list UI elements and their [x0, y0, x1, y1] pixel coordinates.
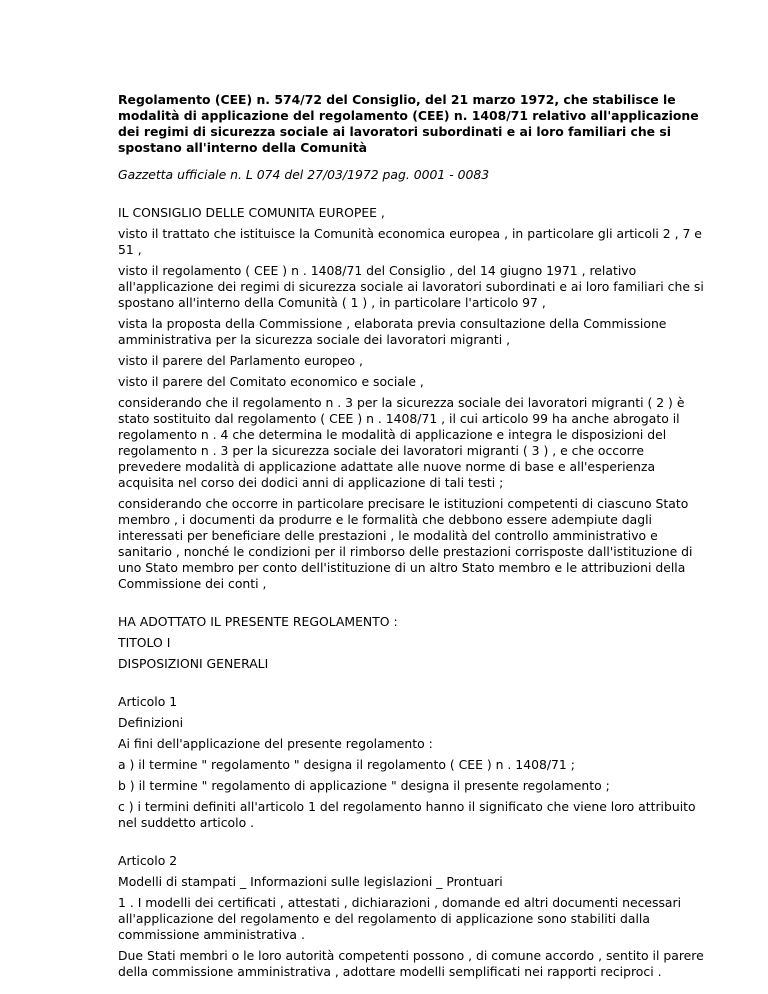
- preamble-paragraph: visto il regolamento ( CEE ) n . 1408/71 del Consiglio , del 14 giugno 1971 , relativo all'applicazione dei regimi di sicurezza sociale ai lavoratori subordinati e ai loro familiari che si spostano all'interno della Comunità ( 1 ) , in particolare l'articolo 97 ,: [118, 263, 704, 310]
- article-paragraph: 1 . I modelli dei certificati , attestati , dichiarazioni , domande ed altri documenti necessari all'applicazione del regolamento e del regolamento di applicazione sono stabiliti dalla commissione amministrativa .: [118, 895, 682, 942]
- recital-paragraph: considerando che occorre in particolare precisare le istituzioni competenti di ciascuno Stato membro , i documenti da produrre e le formalità che debbono essere adempiute dagli interessati per beneficiare delle prestazioni , le modalità del controllo amministrativo e sanitario , nonché le condizioni per il rimborso delle prestazioni corrisposte dall'istituzione di uno Stato membro per conto dell'istituzione di un altro Stato membro e le attribuzioni della Commissione dei conti ,: [118, 496, 693, 591]
- preamble-paragraph: visto il trattato che istituisce la Comunità economica europea , in particolare gli articoli 2 , 7 e 51 ,: [118, 226, 702, 257]
- article-2-heading: Articolo 2: [118, 853, 178, 868]
- article-paragraph: Due Stati membri o le loro autorità competenti possono , di comune accordo , sentito il parere della commissione amministrativa , adottare modelli semplificati nei rapporti reciproci .: [118, 948, 704, 979]
- article-paragraph: Ai fini dell'applicazione del presente regolamento :: [118, 736, 433, 751]
- preamble-paragraph: visto il parere del Comitato economico e sociale ,: [118, 374, 424, 389]
- article-1-heading: Articolo 1: [118, 694, 178, 709]
- recital-paragraph: considerando che il regolamento n . 3 per la sicurezza sociale dei lavoratori migranti ( 2 ) è stato sostituito dal regolamento ( CEE ) n . 1408/71 , il cui articolo 99 ha anche abrogato il regolamento n . 4 che determina le modalità di applicazione e integra le disposizioni del regolamento n . 3 per la sicurezza sociale dei lavoratori migranti ( 3 ) , e che occorre prevedere modalità di applicazione adattate alle nuove norme di base e all'esperienza acquisita nel corso dei dodici anni di applicazione di tali testi ;: [118, 395, 685, 490]
- document-title: Regolamento (CEE) n. 574/72 del Consiglio, del 21 marzo 1972, che stabilisce le modalità di applicazione del regolamento (CEE) n. 1408/71 relativo all'applicazione dei regimi di sicurezza sociale ai lavoratori subordinati e ai loro familiari che si spostano all'interno della Comunità: [118, 92, 699, 155]
- article-1-subheading: Definizioni: [118, 715, 184, 730]
- gazzetta-reference: Gazzetta ufficiale n. L 074 del 27/03/1972 pag. 0001 - 0083: [118, 167, 490, 182]
- titolo-heading: TITOLO I: [118, 635, 171, 650]
- adoption-line: HA ADOTTATO IL PRESENTE REGOLAMENTO :: [118, 614, 398, 629]
- titolo-name: DISPOSIZIONI GENERALI: [118, 656, 269, 671]
- preamble-paragraph: visto il parere del Parlamento europeo ,: [118, 353, 363, 368]
- article-paragraph: c ) i termini definiti all'articolo 1 del regolamento hanno il significato che viene loro attribuito nel suddetto articolo .: [118, 799, 696, 830]
- preamble-council: IL CONSIGLIO DELLE COMUNITA EUROPEE ,: [118, 205, 385, 220]
- preamble-paragraph: vista la proposta della Commissione , elaborata previa consultazione della Commissione amministrativa per la sicurezza sociale dei lavoratori migranti ,: [118, 316, 667, 347]
- article-2-subheading: Modelli di stampati _ Informazioni sulle legislazioni _ Prontuari: [118, 874, 503, 889]
- article-paragraph: a ) il termine " regolamento " designa il regolamento ( CEE ) n . 1408/71 ;: [118, 757, 575, 772]
- article-paragraph: b ) il termine " regolamento di applicazione " designa il presente regolamento ;: [118, 778, 610, 793]
